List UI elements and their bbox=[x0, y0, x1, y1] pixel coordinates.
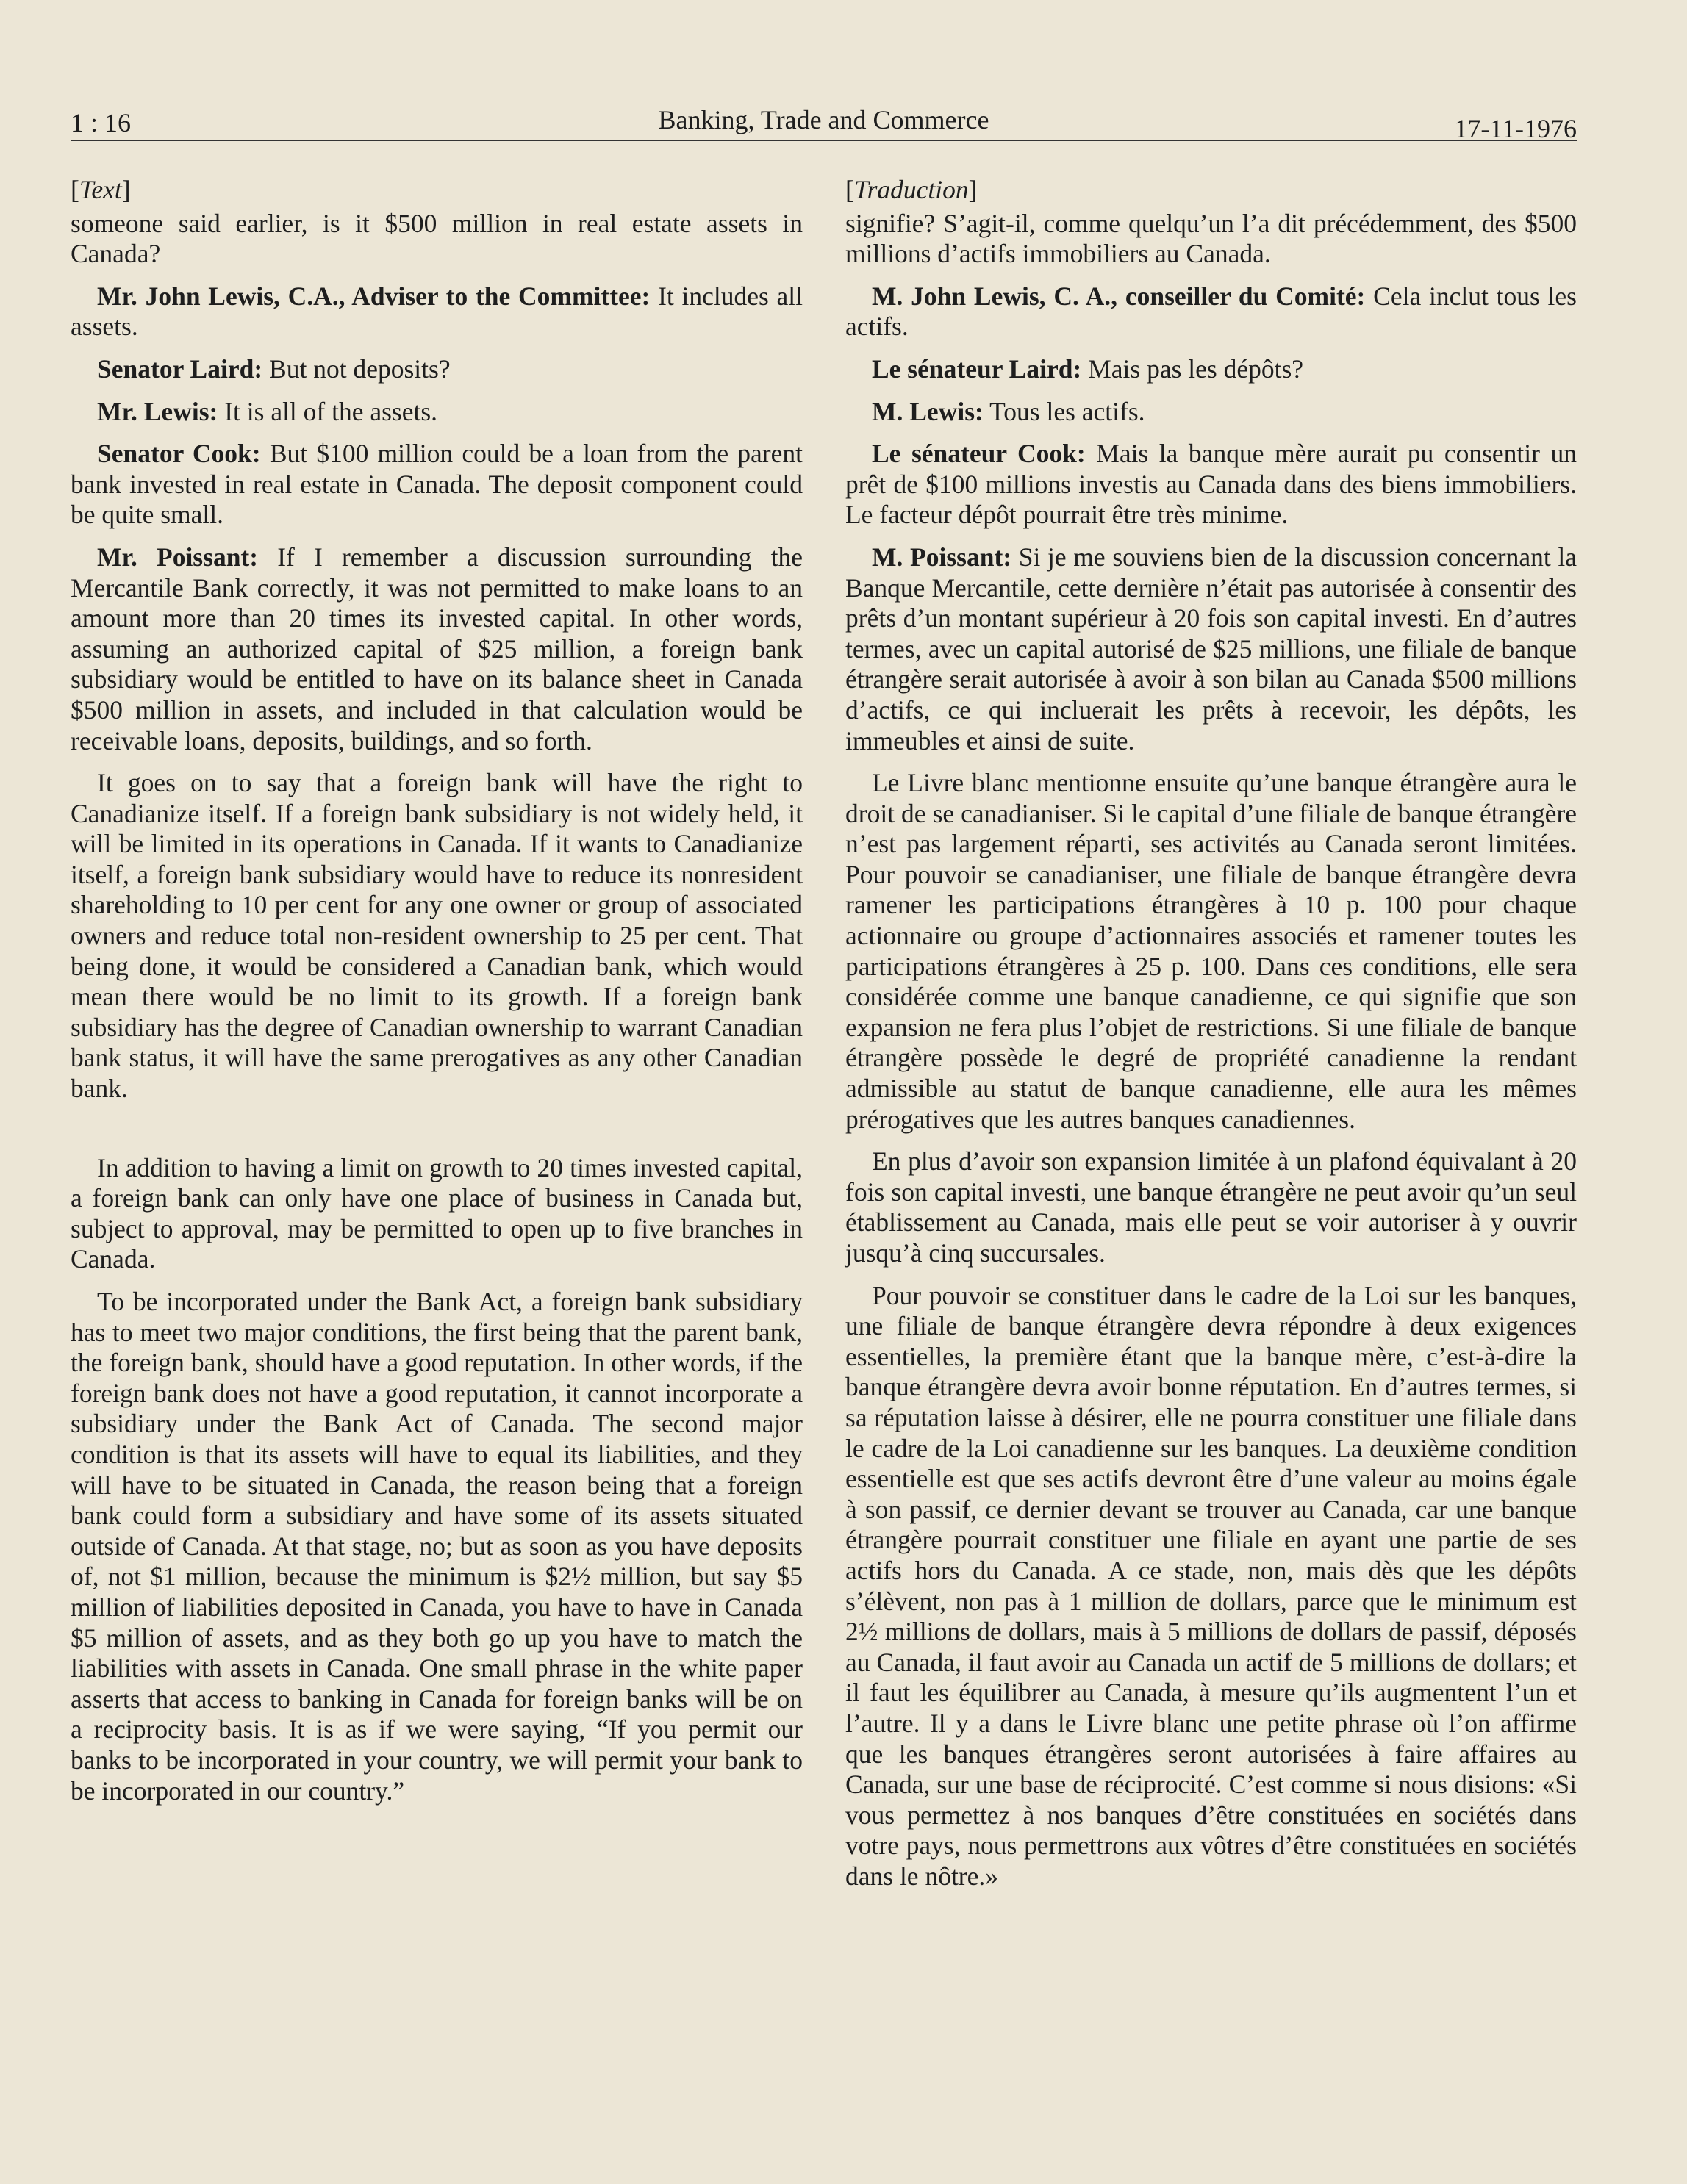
speaker-name: Le sénateur Cook: bbox=[872, 439, 1086, 469]
paragraph-text: It is all of the assets. bbox=[218, 396, 438, 426]
paragraph-text: But $100 million could be a loan from the parent bank invested in real estate in Canada. The deposit component could be quite small. bbox=[71, 439, 803, 530]
paragraph bbox=[71, 281, 803, 342]
page-date: 17-11-1976 bbox=[1454, 114, 1577, 143]
paragraph bbox=[845, 542, 1577, 756]
paragraph-text: Mais la banque mère aurait pu consentir un prêt de $100 millions investis au Canada dans des biens immobiliers. Le facteur dépôt pourrait être très minime. bbox=[845, 439, 1577, 530]
paragraph-text: But not deposits? bbox=[262, 353, 451, 384]
paragraph: To be incorporated under the Bank Act, a foreign bank subsidiary has to meet two major conditions, the first being that the parent bank, the foreign bank, should have a good reputation. In other words, if the foreign bank does not have a good reputation, it cannot incorporate a subsidiary under the Bank Act of Canada. The second major condition is that its assets will have to equal its liabilities, and they will have to be situated in Canada, the reason being that a foreign bank could form a subsidiary and have some of its assets situated outside of Canada. At that stage, no; but as soon as you have deposits of, not $1 million, because the minimum is $2½ million, but say $5 million of liabilities deposited in Canada, you have to have in Canada $5 million of assets, and as they both go up you have to match the liabilities with assets in Canada. One small phrase in the white paper asserts that access to banking in Canada for foreign banks will be on a reciprocity basis. It is as if we were saying, “If you permit our banks to be incorporated in your country, we will permit your bank to be incorporated in our country.” bbox=[71, 1287, 803, 1806]
paragraph bbox=[845, 281, 1577, 342]
paragraph-text: someone said earlier, is it $500 million in real estate assets in Canada? bbox=[71, 208, 803, 269]
paragraph bbox=[71, 209, 803, 270]
paragraph-text: signifie? S’agit-il, comme quelqu’un l’a dit précédemment, des $500 millions d’actifs immobiliers au Canada. bbox=[845, 208, 1577, 269]
english-column bbox=[71, 175, 803, 1903]
french-column bbox=[845, 175, 1577, 1903]
paragraph bbox=[845, 439, 1577, 531]
paragraph-text: It includes all assets. bbox=[71, 281, 803, 342]
paragraph: In addition to having a limit on growth to 20 times invested capital, a foreign bank can only have one place of business in Canada but, subject to approval, may be permitted to open up to five branches in Canada. bbox=[71, 1152, 803, 1274]
paragraph-text: Si je me souviens bien de la discussion concernant la Banque Mercantile, cette dernière n’était pas autorisée à consentir des prêts d’un montant supérieur à 20 fois son capital investi. En d’autres termes, avec un capital autorisé de $25 millions, une filiale de banque étrangère serait autorisée à avoir à son bilan au Canada $500 millions d’actifs, ce qui incluerait les prêts à recevoir, les dépôts, les immeubles et ainsi de suite. bbox=[845, 542, 1577, 755]
speaker-name: Mr. John Lewis, C.A., Adviser to the Committee: bbox=[97, 281, 651, 311]
speaker-name: M. John Lewis, C. A., conseiller du Comité: bbox=[872, 281, 1366, 311]
speaker-name: Senator Laird: bbox=[97, 353, 263, 384]
paragraph-text: Tous les actifs. bbox=[983, 396, 1145, 426]
paragraph-text: If I remember a discussion surrounding the Mercantile Bank correctly, it was not permitted to make loans to an amount more than 20 times its invested capital. In other words, assuming an authorized capital of $25 million, a foreign bank subsidiary would be entitled to have on its balance sheet in Canada $500 million in assets, and included in that calculation would be receivable loans, deposits, buildings, and so forth. bbox=[71, 542, 803, 755]
header-rule bbox=[71, 140, 1577, 141]
paragraph bbox=[71, 354, 803, 385]
speaker-name: M. Poissant: bbox=[872, 542, 1012, 572]
paragraph: Le Livre blanc mentionne ensuite qu’une banque étrangère aura le droit de se canadianiser. Si le capital d’une filiale de banque étrangère n’est pas largement réparti, ses activités au Canada seront limitées. Pour pouvoir se canadianiser, une filiale de banque étrangère devra ramener les participations étrangères à 10 p. 100 pour chaque actionnaire ou groupe d’actionnaires associés et ramener toutes les participations étrangères à 25 p. 100. Dans ces conditions, elle sera considérée comme une banque canadienne, ce qui signifie que son expansion ne fera plus l’objet de restrictions. Si une filiale de banque étrangère possède le degré de propriété canadienne la rendant admissible au statut de banque canadienne, elle aura les mêmes prérogatives que les autres banques canadiennes. bbox=[845, 768, 1577, 1134]
page-header bbox=[71, 100, 1577, 143]
text-tag-label: Text bbox=[79, 175, 122, 204]
speaker-name: M. Lewis: bbox=[872, 396, 984, 426]
translation-tag-label: Traduction bbox=[853, 175, 969, 204]
column-gap bbox=[71, 1116, 803, 1153]
page-number: 1 : 16 bbox=[71, 108, 132, 137]
paragraph: It goes on to say that a foreign bank will have the right to Canadianize itself. If a foreign bank subsidiary is not widely held, it will be limited in its operations in Canada. If it wants to Canadianize itself, a foreign bank subsidiary would have to reduce its nonresident shareholding to 10 per cent for any one owner or group of associated owners and reduce total non-resident ownership to 25 per cent. That being done, it would be considered a Canadian bank, which would mean there would be no limit to its growth. If a foreign bank subsidiary has the degree of Canadian ownership to warrant Canadian bank status, it will have the same prerogatives as any other Canadian bank. bbox=[71, 768, 803, 1104]
translation-tag: [Traduction] bbox=[845, 175, 978, 204]
speaker-name: Le sénateur Laird: bbox=[872, 353, 1082, 384]
speaker-name: Mr. Lewis: bbox=[97, 396, 218, 426]
paragraph bbox=[845, 209, 1577, 270]
text-tag: [Text] bbox=[71, 175, 131, 204]
paragraph bbox=[845, 354, 1577, 385]
paragraph bbox=[71, 397, 803, 428]
paragraph: Pour pouvoir se constituer dans le cadre de la Loi sur les banques, une filiale de banque étrangère devra répondre à deux exigences essentielles, la première étant que la banque mère, c’est-à-dire la banque étrangère devra avoir bonne réputation. En d’autres termes, si sa réputation laisse à désirer, elle ne pourra constituer une filiale dans le cadre de la Loi canadienne sur les banques. La deuxième condition essentielle est que ses actifs devront être d’une valeur au moins égale à son passif, ce dernier devant se trouver au Canada, car une banque étrangère pourrait constituer une filiale en ayant une partie de ses actifs hors du Canada. A ce stade, non, mais dès que les dépôts s’élèvent, non pas à 1 million de dollars, parce que le minimum est 2½ millions de dollars, mais à 5 millions de dollars de passif, déposés au Canada, il faut avoir au Canada un actif de 5 millions de dollars; et il faut les équilibrer au Canada, à mesure qu’ils augmentent l’un et l’autre. Il y a dans le Livre blanc une petite phrase où l’on affirme que les banques étrangères seront autorisées à faire affaires au Canada, sur une base de réciprocité. C’est comme si nous disions: «Si vous permettez à nos banques d’être constituées en sociétés dans votre pays, nous permettrons aux vôtres d’être constituées en sociétés dans le nôtre.» bbox=[845, 1280, 1577, 1891]
speaker-name: Mr. Poissant: bbox=[97, 542, 259, 572]
speaker-name: Senator Cook: bbox=[97, 439, 261, 469]
paragraph bbox=[71, 439, 803, 531]
paragraph bbox=[845, 397, 1577, 428]
paragraph: En plus d’avoir son expansion limitée à un plafond équivalant à 20 fois son capital investi, une banque étrangère ne peut avoir qu’un seul établissement au Canada, mais elle peut se voir autoriser à y ouvrir jusqu’à cinq succursales. bbox=[845, 1146, 1577, 1268]
paragraph-text: Mais pas les dépôts? bbox=[1081, 353, 1304, 384]
paragraph-text: Cela inclut tous les actifs. bbox=[845, 281, 1577, 342]
committee-title: Banking, Trade and Commerce bbox=[658, 105, 989, 134]
two-column-body bbox=[71, 175, 1577, 1903]
paragraph bbox=[71, 542, 803, 756]
